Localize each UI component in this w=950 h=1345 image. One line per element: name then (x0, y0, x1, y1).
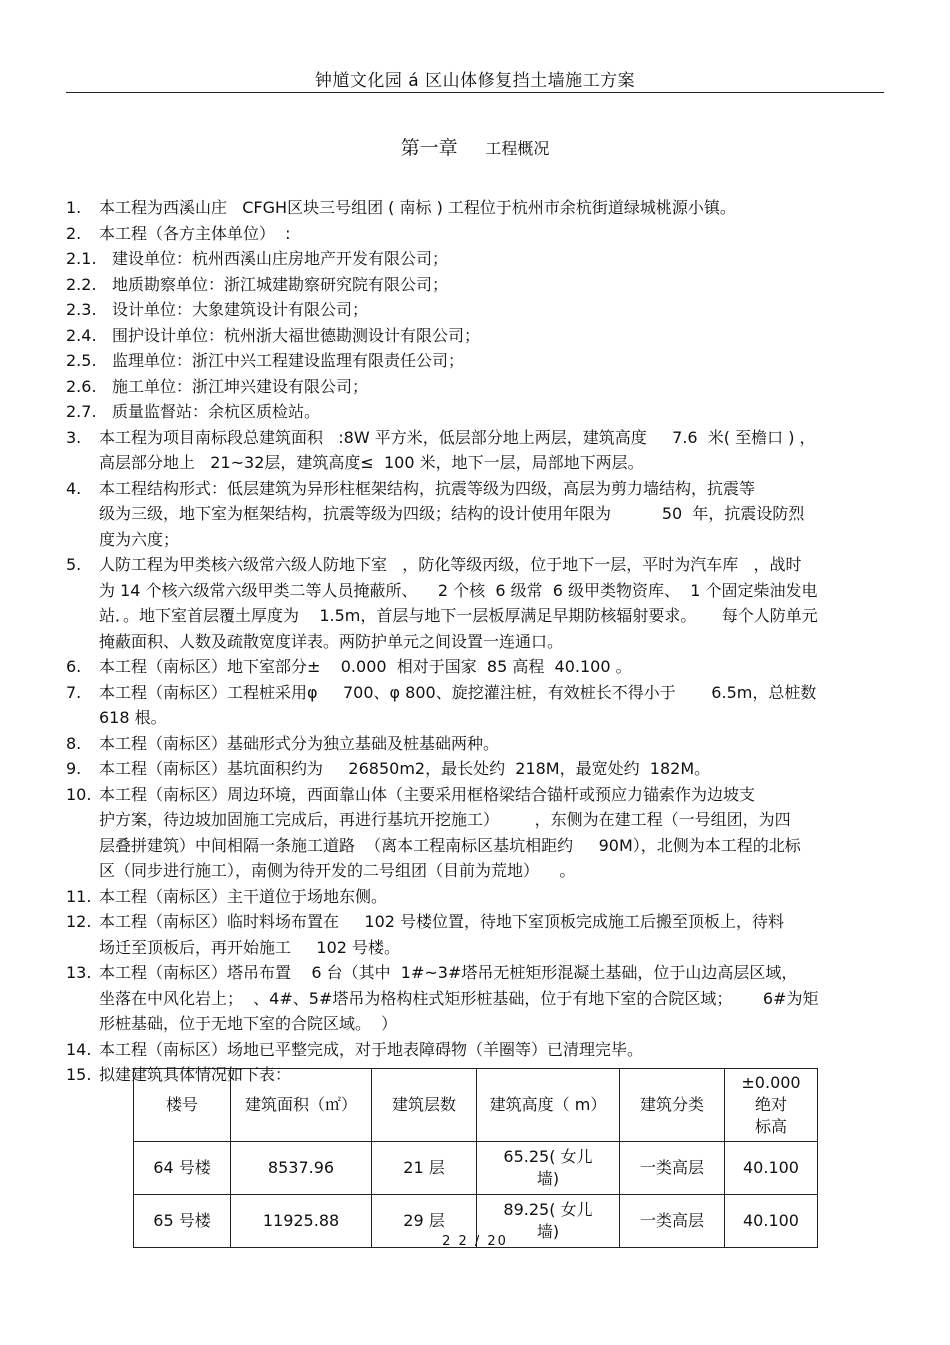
list-item (66, 680, 886, 731)
item-text: 本工程（南标区）塔吊布置 6 台（其中 1#~3#塔吊无桩矩形混凝土基础，位于山边高层区域， 坐落在中风化岩上； 、4#、5#塔吊为格构柱式矩形桩基础，位于有地下室的合院区域； 6#为矩 形桩基础，位于无地下室的合院区域。 ） (99, 963, 819, 1033)
header-floors: 建筑层数 (372, 1069, 477, 1142)
table-cell: 11925.88 (231, 1195, 372, 1248)
list-item (66, 909, 886, 960)
list-item (66, 552, 886, 654)
item-text: 本工程（南标区）场地已平整完成，对于地表障碍物（羊圈等）已清理完毕。 (99, 1039, 644, 1059)
item-text: 建设单位：杭州西溪山庄房地产开发有限公司； (112, 249, 449, 268)
item-text: 本工程（各方主体单位） : (99, 223, 291, 243)
item-number: 1. (66, 198, 82, 217)
item-text: 设计单位：大象建筑设计有限公司； (112, 300, 369, 319)
item-number: 2.6. (66, 376, 97, 396)
item-number: 5. (66, 555, 82, 574)
overview-list (66, 195, 886, 1088)
list-item (66, 323, 886, 349)
chapter-heading (0, 133, 950, 160)
item-number: 3. (66, 427, 82, 447)
list-item (66, 348, 886, 374)
item-text: 地质勘察单位：浙江城建勘察研究院有限公司； (112, 274, 449, 294)
header-height: 建筑高度（ m） (477, 1069, 620, 1142)
item-text: 本工程（南标区）基坑面积约为 26850m2，最长处约 218M，最宽处约 182M。 (99, 759, 711, 778)
list-item (66, 654, 886, 680)
chapter-title: 工程概况 (485, 139, 550, 158)
list-item (66, 221, 886, 247)
chapter-number: 第一章 (400, 137, 458, 159)
header-divider (66, 92, 884, 93)
list-item (66, 272, 886, 298)
list-item (66, 476, 886, 553)
header-elevation: ±0.000 绝对 标高 (725, 1069, 818, 1142)
list-item (66, 1037, 886, 1063)
item-text: 本工程（南标区）临时料场布置在 102 号楼位置，待地下室顶板完成施工后搬至顶板上，待料 场迁至顶板后，再开始施工 102 号楼。 (99, 912, 785, 957)
list-item (66, 297, 886, 323)
list-item (66, 374, 886, 400)
item-text: 围护设计单位：杭州浙大福世德勘测设计有限公司； (112, 325, 481, 345)
item-number: 6. (66, 657, 82, 676)
table-cell: 64 号楼 (134, 1142, 231, 1195)
header-category: 建筑分类 (620, 1069, 725, 1142)
item-number: 7. (66, 682, 82, 702)
item-number: 2.3. (66, 300, 97, 319)
item-number: 2.1. (66, 249, 97, 268)
item-text: 监理单位：浙江中兴工程建设监理有限责任公司； (112, 351, 465, 370)
table-cell: 40.100 (725, 1142, 818, 1195)
table-cell: 65 号楼 (134, 1195, 231, 1248)
item-text: 本工程结构形式：低层建筑为异形柱框架结构，抗震等级为四级，高层为剪力墙结构，抗震等 级为三级，地下室为框架结构，抗震等级为四级；结构的设计使用年限为 50 年，抗震设防烈 度为六度； (99, 478, 805, 549)
item-number: 12. (66, 912, 92, 931)
item-number: 2. (66, 223, 82, 243)
item-number: 2.4. (66, 325, 97, 345)
building-info-table (133, 1068, 818, 1248)
table-cell: 21 层 (372, 1142, 477, 1195)
item-number: 11. (66, 886, 92, 906)
item-text: 本工程（南标区）基础形式分为独立基础及桩基础两种。 (99, 733, 500, 753)
table-header-row (134, 1069, 818, 1142)
item-number: 2.5. (66, 351, 97, 370)
item-text: 施工单位：浙江坤兴建设有限公司； (112, 376, 369, 396)
list-item (66, 756, 886, 782)
list-item (66, 246, 886, 272)
item-number: 15. (66, 1065, 92, 1084)
table-cell: 65.25( 女儿 墙) (477, 1142, 620, 1195)
item-number: 4. (66, 478, 82, 498)
list-item (66, 425, 886, 476)
list-item (66, 731, 886, 757)
item-number: 13. (66, 963, 92, 982)
item-text: 本工程（南标区）周边环境，西面靠山体（主要采用框格梁结合锚杆或预应力锚索作为边坡支 护方案，待边坡加固施工完成后，再进行基坑开挖施工） ，东侧为在建工程（一号组团，为四 层叠拼建筑）中间相隔一条施工道路 （离本工程南标区基坑相距约 90M），北侧为本工程的北标 区（同步进行施工），南侧为待开发的二号组团（目前为荒地） 。 (99, 784, 801, 880)
table-cell: 89.25( 女儿 墙) (477, 1195, 620, 1248)
item-text: 质量监督站：余杭区质检站。 (112, 402, 321, 421)
item-text: 人防工程为甲类核六级常六级人防地下室 ，防化等级丙级，位于地下一层，平时为汽车库 ，战时 为 14 个核六级常六级甲类二等人员掩蔽所、 2 个核 6 级常 6 级甲类物资库、 1 个固定柴油发电 站．。地下室首层覆土厚度为 1.5m，首层与地下一层板厚满足早期防核辐射要求。 每个人防单元 掩蔽面积、人数及疏散宽度详表。两防护单元之间设置一连通口。 (99, 555, 818, 651)
table-cell: 8537.96 (231, 1142, 372, 1195)
item-number: 2.2. (66, 274, 97, 294)
item-number: 2.7. (66, 402, 97, 421)
list-item (66, 960, 886, 1037)
list-item (66, 195, 886, 221)
item-text: 拟建建筑具体情况如下表： (99, 1065, 292, 1084)
item-number: 8. (66, 733, 82, 753)
table-cell: 一类高层 (620, 1142, 725, 1195)
item-text: 本工程（南标区）工程桩采用φ 700、φ 800、旋挖灌注桩，有效桩长不得小于 6.5m，总桩数 618 根。 (99, 682, 817, 727)
list-item (66, 399, 886, 425)
item-text: 本工程为西溪山庄 CFGH区块三号组团 ( 南标 ) 工程位于杭州市余杭街道绿城桃源小镇。 (99, 198, 736, 217)
item-number: 14. (66, 1039, 92, 1059)
list-item (66, 884, 886, 910)
header-floor-area: 建筑面积（㎡） (231, 1069, 372, 1142)
item-text: 本工程（南标区）地下室部分± 0.000 相对于国家 85 高程 40.100 。 (99, 657, 632, 676)
item-text: 本工程（南标区）主干道位于场地东侧。 (99, 886, 388, 906)
table-cell: 40.100 (725, 1195, 818, 1248)
header-building-no: 楼号 (134, 1069, 231, 1142)
page-number: 2 2 / 20 (442, 1234, 508, 1249)
document-header-title: 钟馗文化园 á 区山体修复挡土墙施工方案 (314, 71, 636, 91)
table-row (134, 1142, 818, 1195)
item-number: 10. (66, 784, 92, 804)
list-item (66, 782, 886, 884)
item-number: 9. (66, 759, 82, 778)
table-cell: 一类高层 (620, 1195, 725, 1248)
table-cell: 29 层 (372, 1195, 477, 1248)
item-text: 本工程为项目南标段总建筑面积 :8W 平方米，低层部分地上两层，建筑高度 7.6 米( 至檐口 ) ， 高层部分地上 21~32层，建筑高度≤ 100 米，地下一层，局部地下两层。 (99, 427, 816, 472)
